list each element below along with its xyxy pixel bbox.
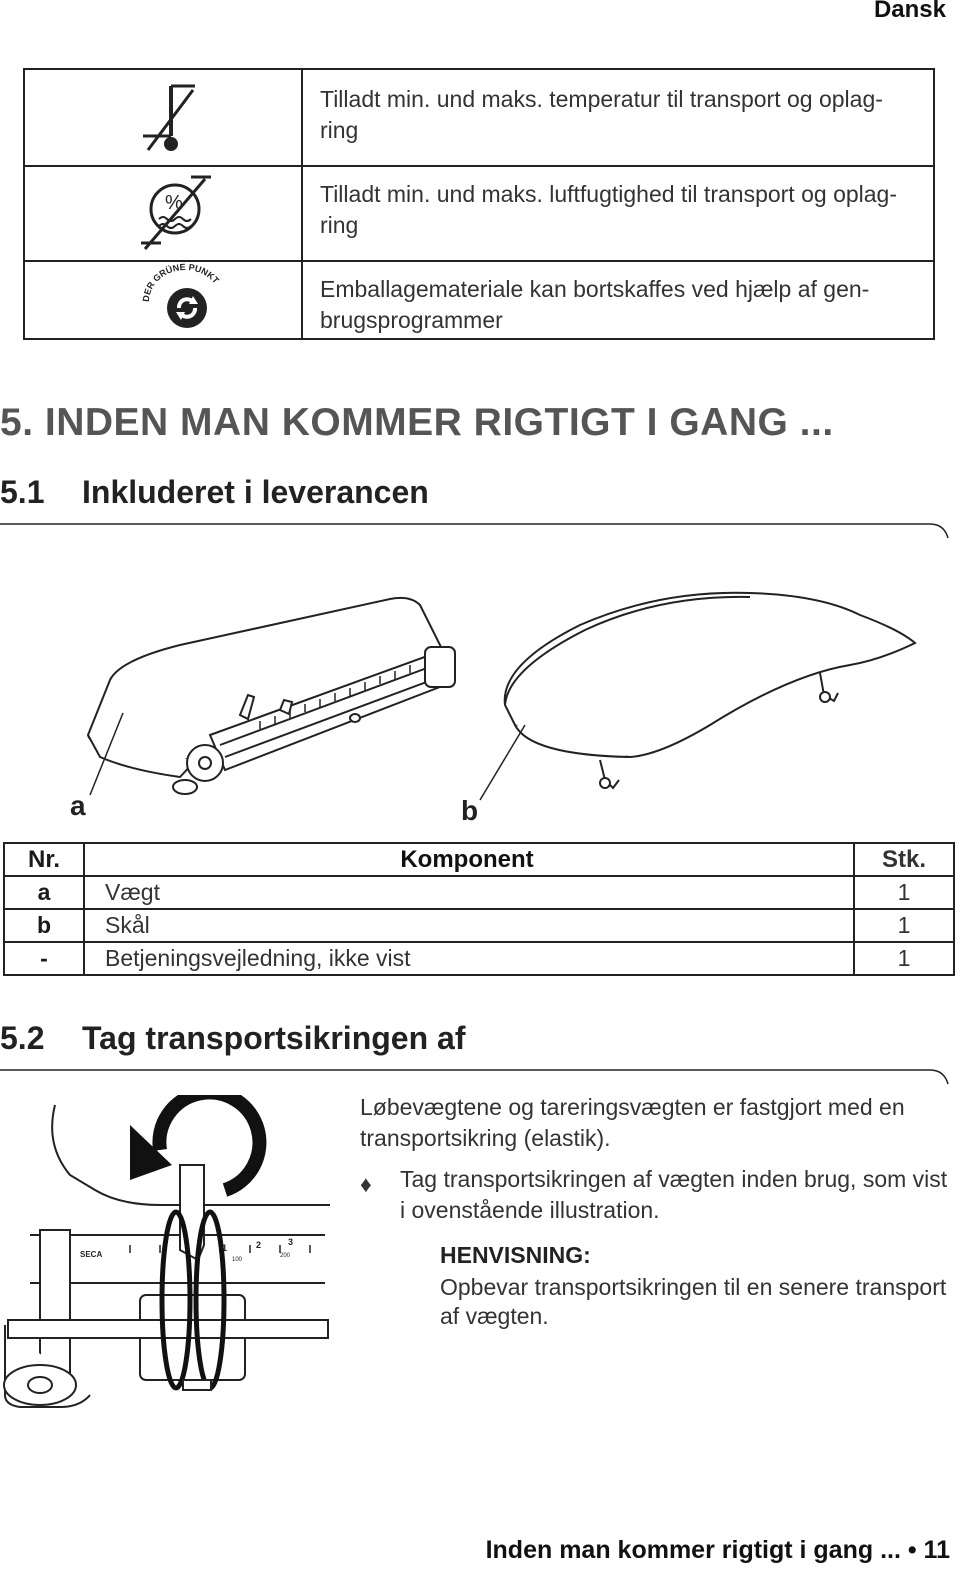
header-nr: Nr.	[4, 843, 84, 876]
scale-mark-2: 2	[256, 1240, 262, 1250]
row-nr: -	[4, 942, 84, 975]
symbol-row-humidity	[25, 165, 933, 262]
page-footer: Inden man kommer rigtigt i gang ... • 11	[485, 1536, 950, 1564]
transport-paragraph: Løbevægtene og tareringsvægten er fastgjort med en transportsikring (elastik).	[360, 1094, 905, 1151]
pointer-line-b	[480, 725, 525, 800]
symbol-temperature-text: Tilladt min. und maks. temperatur til transport og oplag-ring	[320, 86, 883, 143]
symbol-recycling-text: Emballagemateriale kan bortskaffes ved hjælp af gen-brugsprogrammer	[320, 276, 870, 333]
bowl-drawing	[505, 593, 915, 788]
components-header-row	[4, 843, 954, 876]
row-nr: b	[4, 909, 84, 942]
row-qty: 1	[854, 876, 954, 909]
row-nr: a	[4, 876, 84, 909]
subsection-number: 5.2	[0, 1020, 45, 1056]
transport-bullet-text: Tag transportsikringen af vægten inden brug, som vist i ovenstående illustration.	[400, 1166, 948, 1223]
symbol-row-temperature	[25, 70, 933, 167]
subsection-heading-5-2	[0, 1020, 465, 1057]
section-heading: 5. INDEN MAN KOMMER RIGTIGT I GANG ...	[0, 401, 834, 444]
table-row	[4, 876, 954, 909]
components-table	[3, 842, 955, 976]
symbol-row-recycling	[25, 260, 933, 338]
subsection-number: 5.1	[0, 474, 45, 510]
header-stk: Stk.	[854, 843, 954, 876]
illustration-label-a: a	[70, 790, 86, 821]
note-heading: HENVISNING:	[440, 1242, 591, 1268]
logo-arc-text: DER GRÜNE PUNKT	[140, 262, 221, 303]
diamond-bullet-icon: ♦	[360, 1171, 372, 1197]
header-komponent: Komponent	[84, 843, 854, 876]
gruene-punkt-icon	[135, 262, 235, 332]
symbols-table	[23, 68, 935, 340]
svg-text:%: %	[165, 192, 183, 214]
transport-bullet	[360, 1164, 950, 1226]
humidity-limit-icon	[133, 173, 233, 253]
language-label: Dansk	[873, 0, 946, 23]
subsection-heading-5-1	[0, 474, 429, 511]
note-text: Opbevar transportsikringen til en senere transport af vægten.	[440, 1274, 947, 1329]
thermometer-limit-icon	[133, 78, 223, 158]
scale-mark-1: 1	[222, 1243, 228, 1253]
scale-brand-mark: SECA	[80, 1250, 103, 1259]
scale-mark-3: 3	[288, 1237, 294, 1247]
section-rule-2	[0, 1068, 960, 1088]
row-name: Vægt	[84, 876, 854, 909]
scale-mark-100: 100	[232, 1257, 243, 1263]
scale-mark-200: 200	[280, 1253, 291, 1259]
table-row	[4, 942, 954, 975]
scale-and-bowl-illustration	[60, 585, 950, 825]
symbol-humidity-text: Tilladt min. und maks. luftfugtighed til transport og oplag-ring	[320, 181, 897, 238]
row-name: Betjeningsvejledning, ikke vist	[84, 942, 854, 975]
illustration-label-b: b	[461, 795, 479, 826]
subsection-title: Tag transportsikringen af	[82, 1020, 466, 1056]
row-qty: 1	[854, 942, 954, 975]
subsection-title: Inkluderet i leverancen	[82, 474, 429, 510]
row-name: Skål	[84, 909, 854, 942]
scale-drawing	[88, 598, 455, 794]
row-qty: 1	[854, 909, 954, 942]
section-rule-1	[0, 522, 960, 542]
table-row	[4, 909, 954, 942]
transport-lock-illustration	[0, 1095, 335, 1415]
